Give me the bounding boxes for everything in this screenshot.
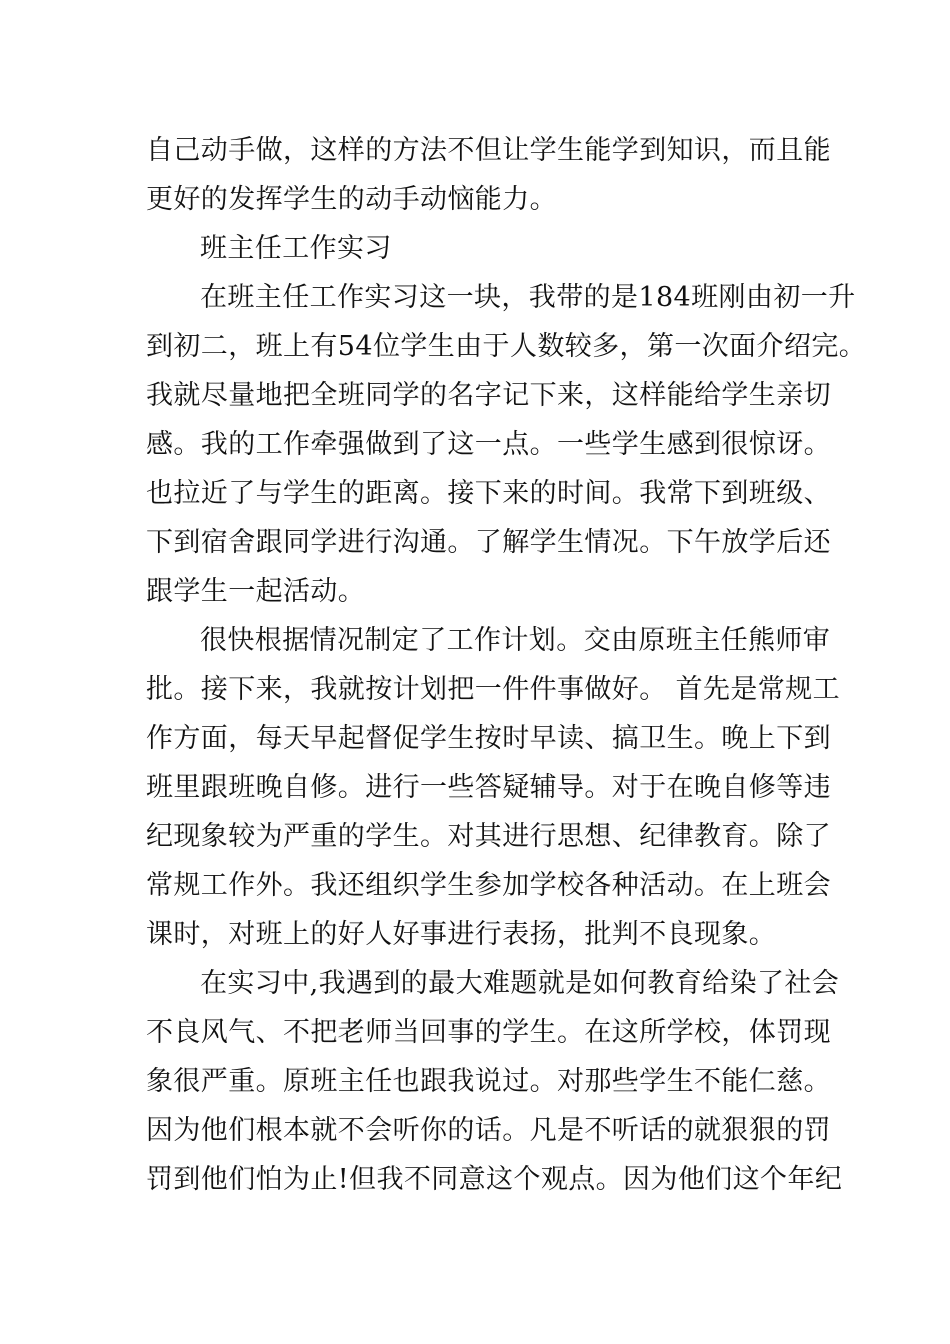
text-line: 很快根据情况制定了工作计划。交由原班主任熊师审 — [200, 625, 831, 656]
text-line: 作方面，每天早起督促学生按时早读、搞卫生。晚上下到 — [146, 723, 831, 754]
text-line: 批。接下来，我就按计划把一件件事做好。 首先是常规工 — [146, 674, 840, 705]
text-line: 常规工作外。我还组织学生参加学校各种活动。在上班会 — [146, 870, 831, 901]
text-line: 纪现象较为严重的学生。对其进行思想、纪律教育。除了 — [146, 821, 831, 852]
text-line: 班里跟班晚自修。进行一些答疑辅导。对于在晚自修等违 — [146, 772, 831, 803]
text-line: 不良风气、不把老师当回事的学生。在这所学校，体罚现 — [146, 1017, 831, 1048]
text-line: 也拉近了与学生的距离。接下来的时间。我常下到班级、 — [146, 478, 831, 509]
text-line: 课时，对班上的好人好事进行表扬，批判不良现象。 — [146, 919, 777, 950]
text-line: 感。我的工作牵强做到了这一点。一些学生感到很惊讶。 — [146, 429, 831, 460]
text-line: 自己动手做，这样的方法不但让学生能学到知识，而且能 — [146, 135, 831, 166]
text-line: 因为他们根本就不会听你的话。凡是不听话的就狠狠的罚 — [146, 1115, 831, 1146]
text-line: 跟学生一起活动。 — [146, 576, 366, 607]
text-line: 更好的发挥学生的动手动恼能力。 — [146, 184, 557, 215]
text-line: 到初二，班上有54位学生由于人数较多，第一次面介绍完。 — [146, 331, 867, 362]
text-line: 在实习中,我遇到的最大难题就是如何教育给染了社会 — [200, 968, 840, 999]
text-line: 在班主任工作实习这一块，我带的是184班刚由初一升 — [200, 282, 856, 313]
text-line: 象很严重。原班主任也跟我说过。对那些学生不能仁慈。 — [146, 1066, 831, 1097]
text-line: 罚到他们怕为止!但我不同意这个观点。因为他们这个年纪 — [146, 1164, 843, 1195]
document-body — [146, 126, 867, 1204]
section-heading: 班主任工作实习 — [200, 233, 392, 264]
text-line: 下到宿舍跟同学进行沟通。了解学生情况。下午放学后还 — [146, 527, 831, 558]
text-line: 我就尽量地把全班同学的名字记下来，这样能给学生亲切 — [146, 380, 831, 411]
